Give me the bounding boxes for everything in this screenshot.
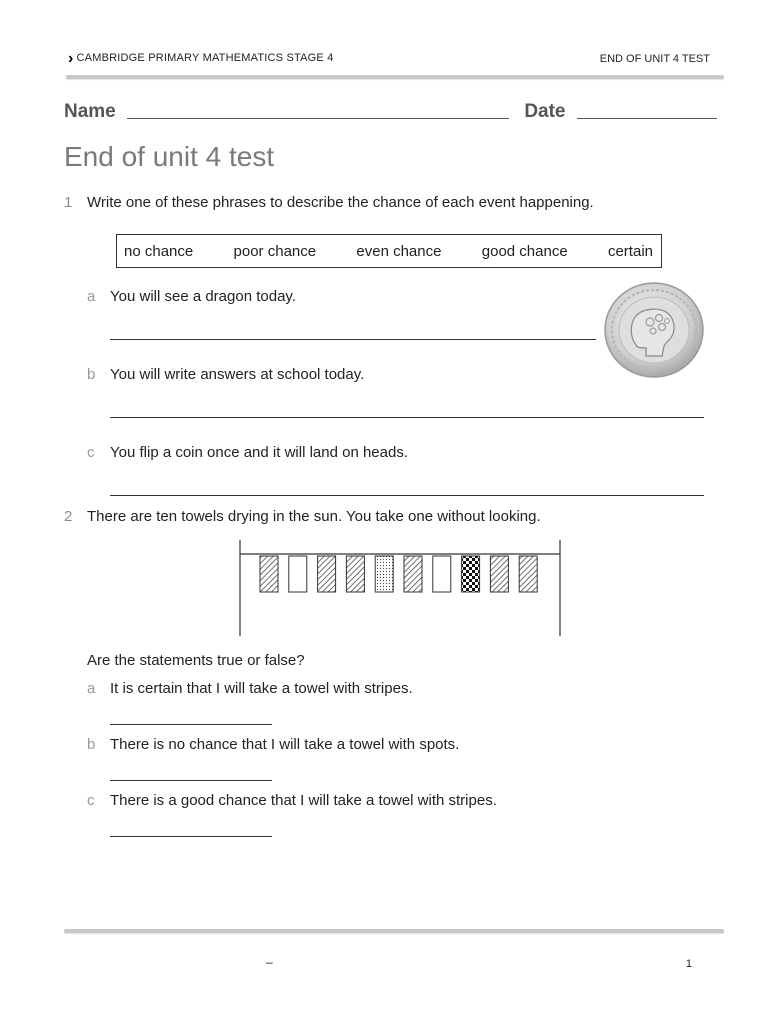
coin-image — [604, 282, 704, 378]
phrase-good-chance: good chance — [481, 242, 568, 260]
towel-stripes — [318, 556, 336, 592]
phrase-box — [116, 234, 662, 268]
page-title: End of unit 4 test — [64, 141, 275, 172]
q2a-text: It is certain that I will take a towel with stripes. — [110, 680, 413, 697]
phrase-certain: certain — [607, 242, 653, 260]
series-title: CAMBRIDGE PRIMARY MATHEMATICS STAGE 4 — [76, 52, 334, 64]
phrase-poor-chance: poor chance — [233, 242, 317, 260]
footer-rule — [64, 929, 724, 933]
towel-stripes — [260, 556, 278, 592]
towels-on-washing-line — [238, 540, 562, 636]
q1c-answer-line[interactable] — [110, 495, 704, 496]
q2b-answer-line[interactable] — [110, 780, 272, 781]
q1c-text: You flip a coin once and it will land on heads. — [110, 444, 408, 461]
question-1-number: 1 — [64, 194, 73, 211]
chevron-right-icon: › — [68, 49, 74, 67]
q1b-label: b — [87, 366, 96, 383]
q2c-label: c — [87, 792, 95, 809]
q2b-label: b — [87, 736, 96, 753]
towel-stripes — [404, 556, 422, 592]
running-header-right: END OF UNIT 4 TEST — [599, 53, 710, 65]
q2c-answer-line[interactable] — [110, 836, 272, 837]
phrase-no-chance: no chance — [124, 242, 194, 260]
towel-plain — [289, 556, 307, 592]
q2-prompt: Are the statements true or false? — [87, 652, 305, 669]
towel-stripes — [346, 556, 364, 592]
q1a-answer-line[interactable] — [110, 339, 596, 340]
q2a-answer-line[interactable] — [110, 724, 272, 725]
towel-plain — [433, 556, 451, 592]
question-1-text: Write one of these phrases to describe the chance of each event happening. — [87, 194, 594, 211]
date-label: Date — [524, 101, 566, 122]
page-number: 1 — [685, 958, 692, 970]
q2c-text: There is a good chance that I will take a towel with stripes. — [110, 792, 497, 809]
question-2-number: 2 — [64, 508, 73, 525]
towel-stripes — [519, 556, 537, 592]
q1a-label: a — [87, 288, 96, 305]
footer-dash: – — [266, 955, 273, 969]
name-label: Name — [64, 101, 116, 122]
towel-checks — [462, 556, 480, 592]
q2b-text: There is no chance that I will take a towel with spots. — [110, 736, 460, 753]
name-field[interactable] — [127, 102, 509, 119]
towel-stripes — [490, 556, 508, 592]
q2a-label: a — [87, 680, 96, 697]
towel-spots — [375, 556, 393, 592]
name-date-row — [64, 101, 717, 123]
q1c-label: c — [87, 444, 95, 461]
q1a-text: You will see a dragon today. — [110, 288, 296, 305]
question-2-text: There are ten towels drying in the sun. You take one without looking. — [87, 508, 541, 525]
phrase-even-chance: even chance — [356, 242, 442, 260]
q1b-answer-line[interactable] — [110, 417, 704, 418]
running-header-left — [68, 49, 334, 67]
q1b-text: You will write answers at school today. — [110, 366, 365, 383]
date-field[interactable] — [577, 102, 717, 119]
header-rule — [66, 75, 724, 79]
